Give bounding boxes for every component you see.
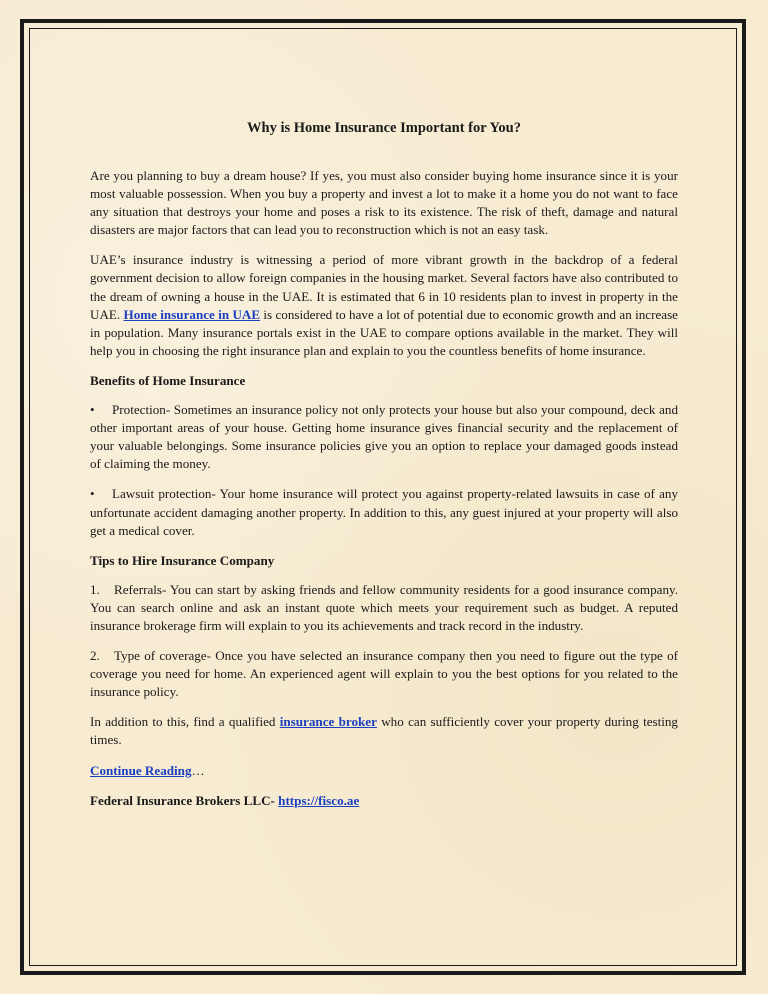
document-title: Why is Home Insurance Important for You? [247,120,521,136]
home-insurance-uae-link[interactable]: Home insurance in UAE [123,306,261,322]
benefits-heading: Benefits of Home Insurance [90,372,246,388]
bullet-icon: • [90,486,95,502]
document-body [90,118,678,821]
uae-paragraph: UAE’s insurance industry is witnessing a period of more vibrant growth in the backdrop of a federal government decision to allow foreign companies in the housing market. Several factors have also contributed to the dream of owning a house in the UAE. It is estimated that 6 in 10 residents plan to invest in property in the UAE. Home insurance in UAE is considered to have a lot of potential due to economic growth and an increase in population. Many insurance portals exist in the UAE to compare options available in the market. They will help you in choosing the right insurance plan and explain to you the countless benefits of home insurance. [90,252,678,358]
bullet-icon: • [90,402,95,418]
closing-paragraph: In addition to this, find a qualified insurance broker who can sufficiently cover your property during testing times. [90,714,678,748]
tip-item-coverage: 2. Type of coverage- Once you have selected an insurance company then you need to figure out the type of coverage you need for home. An experienced agent will explain to you the best options for you related to the insurance policy. [90,648,678,700]
continue-reading-link[interactable]: Continue Reading [90,762,192,778]
benefit-item-protection: • Protection- Sometimes an insurance policy not only protects your house but also your compound, deck and other important areas of your house. Getting home insurance gives financial security and the replacement of your valuable belongings. Some insurance policies give you an option to replace your damaged goods instead of claiming the money. [90,402,678,472]
tips-heading: Tips to Hire Insurance Company [90,552,275,568]
tip-number: 1. [90,581,100,597]
footer-line [90,792,678,810]
website-link[interactable]: https://fisco.ae [278,792,360,808]
continue-reading: Continue Reading… [90,762,205,778]
company-name: Federal Insurance Brokers LLC- [90,792,279,808]
insurance-broker-link[interactable]: insurance broker [279,714,377,730]
tip-item-referrals: 1. Referrals- You can start by asking friends and fellow community residents for a good insurance company. You can search online and ask an instant quote which meets your requirement such as budget. A reputed insurance brokerage firm will explain to you its achievements and track record in the industry. [90,581,678,633]
tip-number: 2. [90,648,100,664]
benefit-item-lawsuit: • Lawsuit protection- Your home insurance will protect you against property-related lawsuits in case of any unfortunate accident damaging another property. In addition to this, any guest injured at your property will also get a medical cover. [90,486,678,538]
intro-paragraph: Are you planning to buy a dream house? If yes, you must also consider buying home insurance since it is your most valuable possession. When you buy a property and invest a lot to make it a home you do not want to face any situation that destroys your home and poses a risk to its existence. The risk of theft, damage and natural disasters are major factors that can lead you to reconstruction which is not an easy task. [90,168,678,238]
